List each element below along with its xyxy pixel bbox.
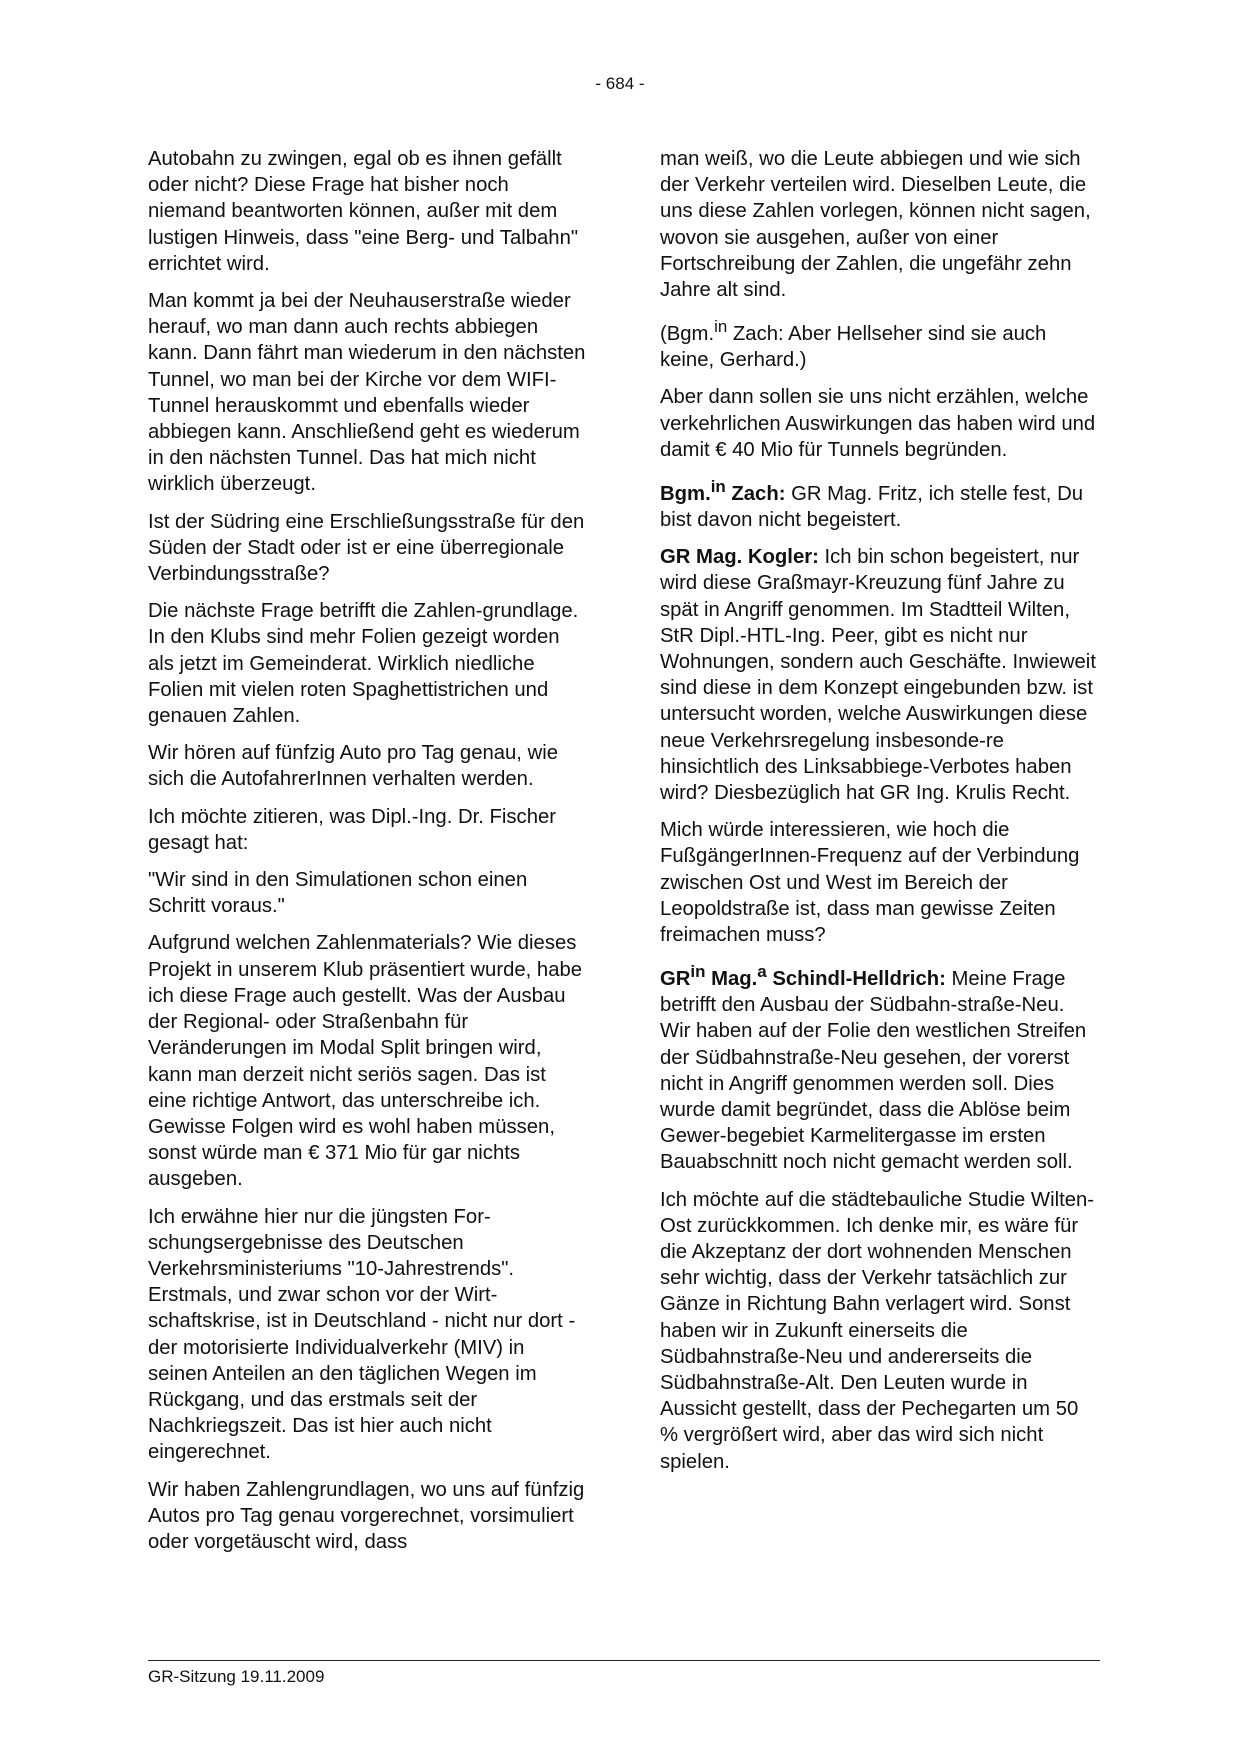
interjection-text: Zach: Aber Hellseher sind sie auch keine, Gerhard.) — [660, 322, 1047, 372]
speaker-name: Schindl-Helldrich: — [766, 967, 946, 990]
right-column — [660, 146, 1100, 1486]
interjection-superscript: in — [714, 317, 728, 337]
footer-divider — [148, 1660, 1100, 1661]
paragraph: man weiß, wo die Leute abbiegen und wie sich der Verkehr verteilen wird. Dieselben Leute, die uns diese Zahlen vorlegen, können nicht sagen, wovon sie ausgehen, außer von einer Fortschreibung der Zahlen, die ungefähr zehn Jahre alt sind. — [660, 148, 1091, 302]
kogler-paragraph — [660, 544, 1100, 806]
speaker-title: Mag. — [705, 967, 758, 990]
paragraph: Ich erwähne hier nur die jüngsten For-schungsergebnisse des Deutschen Verkehrsministeriums "10-Jahrestrends". Erstmals, und zwar schon vor der Wirt-schaftskrise, ist in Deutschland - nicht nur dort - der motorisierte Individualverkehr (MIV) in seinen Anteilen an den täglichen Wegen im Rückgang, und das erstmals seit der Nachkriegszeit. Das ist hier auch nicht eingerechnet. — [148, 1205, 576, 1464]
paragraph: Ich möchte auf die städtebauliche Studie Wilten-Ost zurückkommen. Ich denke mir, es wäre für die Akzeptanz der dort wohnenden Menschen sehr wichtig, dass der Verkehr tatsächlich zur Gänze in Richtung Bahn verlagert wird. Sonst haben wir in Zukunft einerseits die Südbahnstraße-Neu und andererseits die Südbahnstraße-Alt. Den Leuten wurde in Aussicht gestellt, dass der Pechegarten um 50 % vergrößert wird, aber das wird sich nicht spielen. — [660, 1188, 1095, 1473]
interjection-paragraph — [660, 314, 1100, 373]
paragraph: Ist der Südring eine Erschließungsstraße für den Süden der Stadt oder ist er eine überregionale Verbindungsstraße? — [148, 510, 585, 586]
paragraph: Wir hören auf fünfzig Auto pro Tag genau, wie sich die AutofahrerInnen verhalten werden. — [148, 742, 559, 791]
schindl-paragraph — [660, 959, 1100, 1175]
paragraph: Aber dann sollen sie uns nicht erzählen, welche verkehrlichen Auswirkungen das haben wird und damit € 40 Mio für Tunnels begründen. — [660, 386, 1096, 461]
paragraph: Aufgrund welchen Zahlenmaterials? Wie dieses Projekt in unserem Klub präsentiert wurde, habe ich diese Frage auch gestellt. Was der Ausbau der Regional- oder Straßenbahn für Veränderungen im Modal Split bringen wird, kann man derzeit nicht seriös sagen. Das ist eine richtige Antwort, das unterschreibe ich. Gewisse Folgen wird es wohl haben müssen, sonst würde man € 371 Mio für gar nichts ausgeben. — [148, 932, 583, 1191]
quote-paragraph: "Wir sind in den Simulationen schon einen Schritt voraus." — [148, 869, 528, 918]
interjection-title: (Bgm. — [660, 322, 715, 345]
paragraph: Ich möchte zitieren, was Dipl.-Ing. Dr. Fischer gesagt hat: — [148, 805, 557, 854]
speaker-title: Bgm. — [660, 482, 711, 505]
paragraph: Man kommt ja bei der Neuhauserstraße wieder herauf, wo man dann auch rechts abbiegen kann. Dann fährt man wiederum in den nächsten Tunnel, wo man bei der Kirche vor dem WIFI-Tunnel herauskommt und ebenfalls wieder abbiegen kann. Anschließend geht es wiederum in den nächsten Tunnel. Das hat mich nicht wirklich überzeugt. — [148, 290, 586, 496]
speech-text: GR Mag. Fritz, ich stelle fest, Du bist davon nicht begeistert. — [660, 482, 1084, 531]
paragraph: Die nächste Frage betrifft die Zahlen-grundlage. In den Klubs sind mehr Folien gezeigt worden als jetzt im Gemeinderat. Wirklich niedliche Folien mit vielen roten Spaghettistrichen und genauen Zahlen. — [148, 600, 579, 728]
paragraph: Autobahn zu zwingen, egal ob es ihnen gefällt oder nicht? Diese Frage hat bisher noch niemand beantworten können, außer mit dem lustigen Hinweis, dass "eine Berg- und Talbahn" errichtet wird. — [148, 148, 579, 275]
speaker-name: Zach: — [725, 482, 786, 505]
speaker-superscript: in — [690, 962, 706, 982]
page-number: - 684 - — [595, 74, 645, 93]
left-column — [148, 146, 588, 1566]
speaker-title: GR — [660, 967, 691, 990]
speaker-superscript: in — [710, 477, 726, 496]
speech-text: Meine Frage betrifft den Ausbau der Südbahn-straße-Neu. Wir haben auf der Folie den westlichen Streifen der Südbahnstraße-Neu gesehen, der vorerst nicht in Angriff genommen werden soll. Dies wurde damit begründet, dass die Ablöse beim Gewer-begebiet Karmelitergasse im ersten Bauabschnitt noch nicht gemacht werden soll. — [660, 967, 1087, 1174]
speech-text: Ich bin schon begeistert, nur wird diese Graßmayr-Kreuzung fünf Jahre zu spät in Angriff genommen. Im Stadtteil Wilten, StR Dipl.-HTL-Ing. Peer, gibt es nicht nur Wohnungen, sondern auch Geschäfte. Inwieweit sind diese in dem Konzept eingebunden bzw. ist untersucht worden, welche Auswirkungen diese neue Verkehrsregelung insbesonde-re hinsichtlich des Linksabbiege-Verbotes haben wird? Diesbezüglich hat GR Ing. Krulis Recht. — [660, 546, 1096, 804]
footer-text: GR-Sitzung 19.11.2009 — [148, 1667, 325, 1686]
mayor-paragraph — [660, 474, 1100, 533]
paragraph: Wir haben Zahlengrundlagen, wo uns auf fünfzig Autos pro Tag genau vorgerechnet, vorsimuliert oder vorgetäuscht wird, dass — [148, 1478, 585, 1553]
speaker-superscript: a — [757, 962, 767, 982]
speaker-name: GR Mag. Kogler: — [660, 546, 819, 569]
paragraph: Mich würde interessieren, wie hoch die FußgängerInnen-Frequenz auf der Verbindung zwischen Ost und West im Bereich der Leopoldstraße ist, dass man gewisse Zeiten freimachen muss? — [660, 819, 1080, 947]
